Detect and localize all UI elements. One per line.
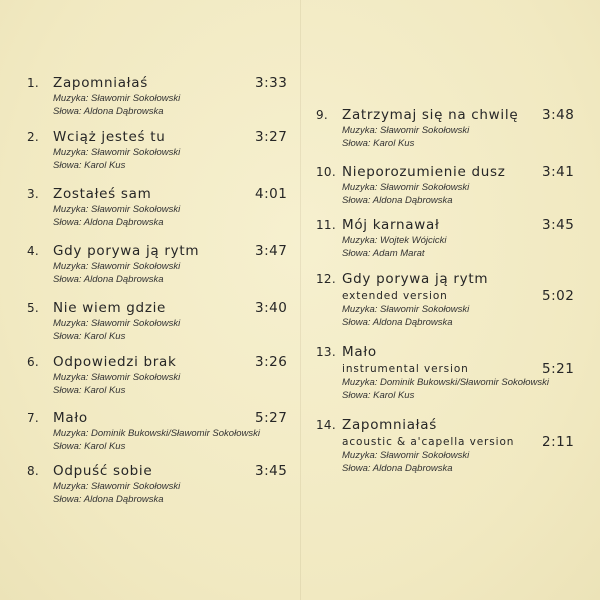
track-duration: 3:26 — [255, 354, 288, 370]
lyrics-credit: Słowa: Karol Kus — [53, 331, 126, 342]
music-credit: Muzyka: Sławomir Sokołowski — [53, 204, 181, 215]
track-title: Odpowiedzi brak — [53, 354, 177, 370]
lyrics-credit: Słowa: Adam Marat — [342, 248, 425, 259]
music-credit: Muzyka: Sławomir Sokołowski — [53, 318, 181, 329]
track-duration: 3:33 — [255, 75, 288, 91]
track-duration: 4:01 — [255, 186, 288, 202]
lyrics-credit: Słowa: Aldona Dąbrowska — [342, 317, 453, 328]
track-duration: 5:27 — [255, 410, 288, 426]
lyrics-credit: Słowa: Karol Kus — [53, 441, 126, 452]
track-title: Zapomniałaś — [53, 75, 148, 91]
track-title: Mało — [53, 410, 88, 426]
track-number: 3. — [27, 187, 40, 201]
track-number: 9. — [316, 108, 329, 122]
lyrics-credit: Słowa: Aldona Dąbrowska — [53, 274, 164, 285]
track-duration: 3:27 — [255, 129, 288, 145]
track-number: 6. — [27, 355, 40, 369]
track-title: Nie wiem gdzie — [53, 300, 167, 316]
track-number: 7. — [27, 411, 40, 425]
track-title: Mało — [342, 344, 377, 360]
track-version: instrumental version — [342, 363, 469, 375]
track-number: 11. — [316, 218, 336, 232]
lyrics-credit: Słowa: Aldona Dąbrowska — [53, 494, 164, 505]
track-number: 2. — [27, 130, 40, 144]
track-duration: 3:48 — [542, 107, 575, 123]
page-fold — [300, 0, 301, 600]
track-duration: 3:45 — [542, 217, 575, 233]
track-duration: 3:47 — [255, 243, 288, 259]
track-title: Nieporozumienie dusz — [342, 164, 506, 180]
track-number: 10. — [316, 165, 336, 179]
lyrics-credit: Słowa: Karol Kus — [342, 390, 415, 401]
music-credit: Muzyka: Sławomir Sokołowski — [53, 372, 181, 383]
track-title: Gdy porywa ją rytm — [342, 271, 489, 287]
track-number: 1. — [27, 76, 40, 90]
track-title: Zatrzymaj się na chwilę — [342, 107, 519, 123]
lyrics-credit: Słowa: Aldona Dąbrowska — [53, 217, 164, 228]
music-credit: Muzyka: Sławomir Sokołowski — [53, 147, 181, 158]
lyrics-credit: Słowa: Karol Kus — [342, 138, 415, 149]
music-credit: Muzyka: Sławomir Sokołowski — [53, 93, 181, 104]
track-version: extended version — [342, 290, 448, 302]
track-version: acoustic & a'capella version — [342, 436, 515, 448]
track-title: Mój karnawał — [342, 217, 440, 233]
music-credit: Muzyka: Sławomir Sokołowski — [342, 182, 470, 193]
track-number: 12. — [316, 272, 336, 286]
track-number: 8. — [27, 464, 40, 478]
track-title: Wciąż jesteś tu — [53, 129, 166, 145]
music-credit: Muzyka: Sławomir Sokołowski — [53, 481, 181, 492]
track-duration: 5:21 — [542, 361, 575, 377]
track-title: Zapomniałaś — [342, 417, 437, 433]
track-duration: 5:02 — [542, 288, 575, 304]
track-duration: 3:41 — [542, 164, 575, 180]
track-number: 14. — [316, 418, 336, 432]
lyrics-credit: Słowa: Karol Kus — [53, 385, 126, 396]
music-credit: Muzyka: Sławomir Sokołowski — [53, 261, 181, 272]
track-title: Zostałeś sam — [53, 186, 152, 202]
lyrics-credit: Słowa: Aldona Dąbrowska — [342, 463, 453, 474]
music-credit: Muzyka: Sławomir Sokołowski — [342, 450, 470, 461]
track-title: Odpuść sobie — [53, 463, 153, 479]
music-credit: Muzyka: Sławomir Sokołowski — [342, 304, 470, 315]
music-credit: Muzyka: Sławomir Sokołowski — [342, 125, 470, 136]
track-duration: 3:40 — [255, 300, 288, 316]
lyrics-credit: Słowa: Aldona Dąbrowska — [53, 106, 164, 117]
track-number: 4. — [27, 244, 40, 258]
lyrics-credit: Słowa: Karol Kus — [53, 160, 126, 171]
track-number: 5. — [27, 301, 40, 315]
track-duration: 2:11 — [542, 434, 575, 450]
lyrics-credit: Słowa: Aldona Dąbrowska — [342, 195, 453, 206]
track-number: 13. — [316, 345, 336, 359]
music-credit: Muzyka: Dominik Bukowski/Sławomir Sokołowski — [342, 377, 549, 388]
track-title: Gdy porywa ją rytm — [53, 243, 200, 259]
track-duration: 3:45 — [255, 463, 288, 479]
music-credit: Muzyka: Wojtek Wójcicki — [342, 235, 447, 246]
music-credit: Muzyka: Dominik Bukowski/Sławomir Sokołowski — [53, 428, 260, 439]
